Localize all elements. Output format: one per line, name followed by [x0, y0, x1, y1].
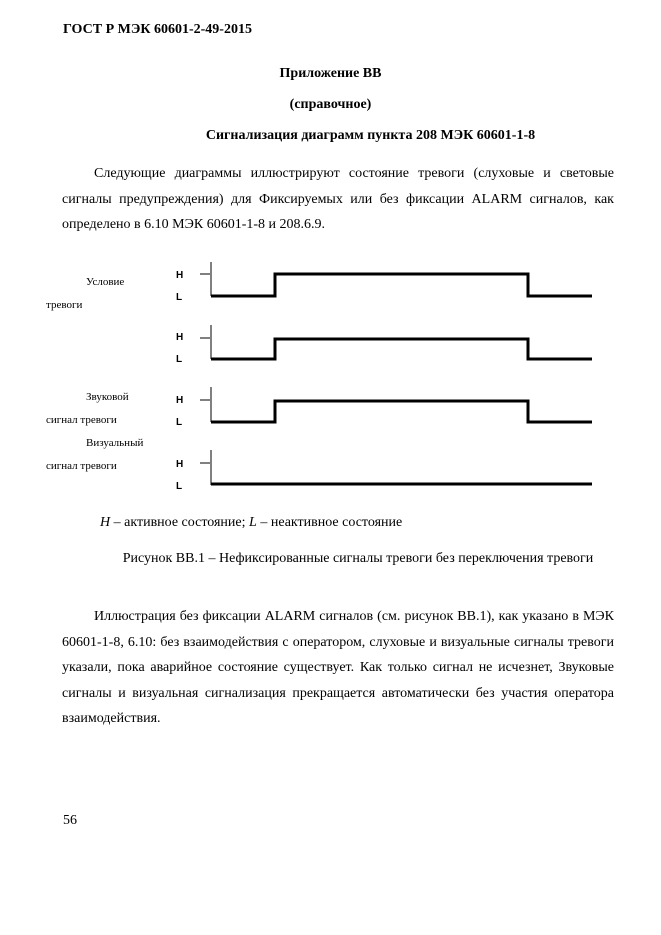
- level-h-label: H: [176, 459, 184, 470]
- annex-type: (справочное): [289, 97, 372, 112]
- unlabeled-signal: [176, 325, 592, 365]
- body-paragraph: Иллюстрация без фиксации ALARM сигналов (см. рисунок ВВ.1), как указано в МЭК 60601-1-8, 6.10: без взаимодействия с оператором, слуховые и визуальные сигналы тревоги указали, пока аварийное состояние существует. Как только сигнал не исчезнет, Звуковые сигналы и визуальная сигнализация прекращается автоматически без участия оператора взаимодействия.: [62, 609, 614, 726]
- annex-heading: Сигнализация диаграмм пункта 208 МЭК 60601-1-8: [205, 128, 536, 143]
- intro-paragraph: Следующие диаграммы иллюстрируют состояние тревоги (слуховые и световые сигналы предупреждения) для Фиксируемых или без фиксации ALARM сигналов, как определено в 6.10 МЭК 60601-1-8 и 208.6.9.: [62, 166, 614, 232]
- label-alarm-condition-line2: тревоги: [46, 299, 83, 311]
- label-alarm-condition-line1: Условие: [86, 276, 125, 288]
- legend-l-text: – неактивное состояние: [256, 515, 403, 530]
- legend-l: L: [249, 515, 257, 530]
- figure-caption: Рисунок ВВ.1 – Нефиксированные сигналы тревоги без переключения тревоги: [122, 551, 594, 566]
- legend-h-text: – активное состояние;: [110, 515, 250, 530]
- figure-legend: [100, 515, 402, 531]
- level-l-label: L: [176, 481, 183, 492]
- level-h-label: H: [176, 270, 184, 281]
- page-number: 56: [63, 813, 77, 828]
- visual-signal: [176, 450, 592, 492]
- level-l-label: L: [176, 354, 183, 365]
- label-visual-line1: Визуальный: [86, 437, 144, 449]
- level-h-label: H: [176, 332, 184, 343]
- alarm-condition-signal: [176, 262, 592, 303]
- annex-title: Приложение ВВ: [279, 66, 382, 81]
- label-audio-line1: Звуковой: [86, 391, 129, 403]
- label-visual-line2: сигнал тревоги: [46, 460, 117, 472]
- legend-h: H: [100, 515, 111, 530]
- label-audio-line2: сигнал тревоги: [46, 414, 117, 426]
- level-l-label: L: [176, 417, 183, 428]
- document-header: ГОСТ Р МЭК 60601-2-49-2015: [63, 22, 252, 37]
- audio-signal: [176, 387, 592, 428]
- level-h-label: H: [176, 395, 184, 406]
- level-l-label: L: [176, 292, 183, 303]
